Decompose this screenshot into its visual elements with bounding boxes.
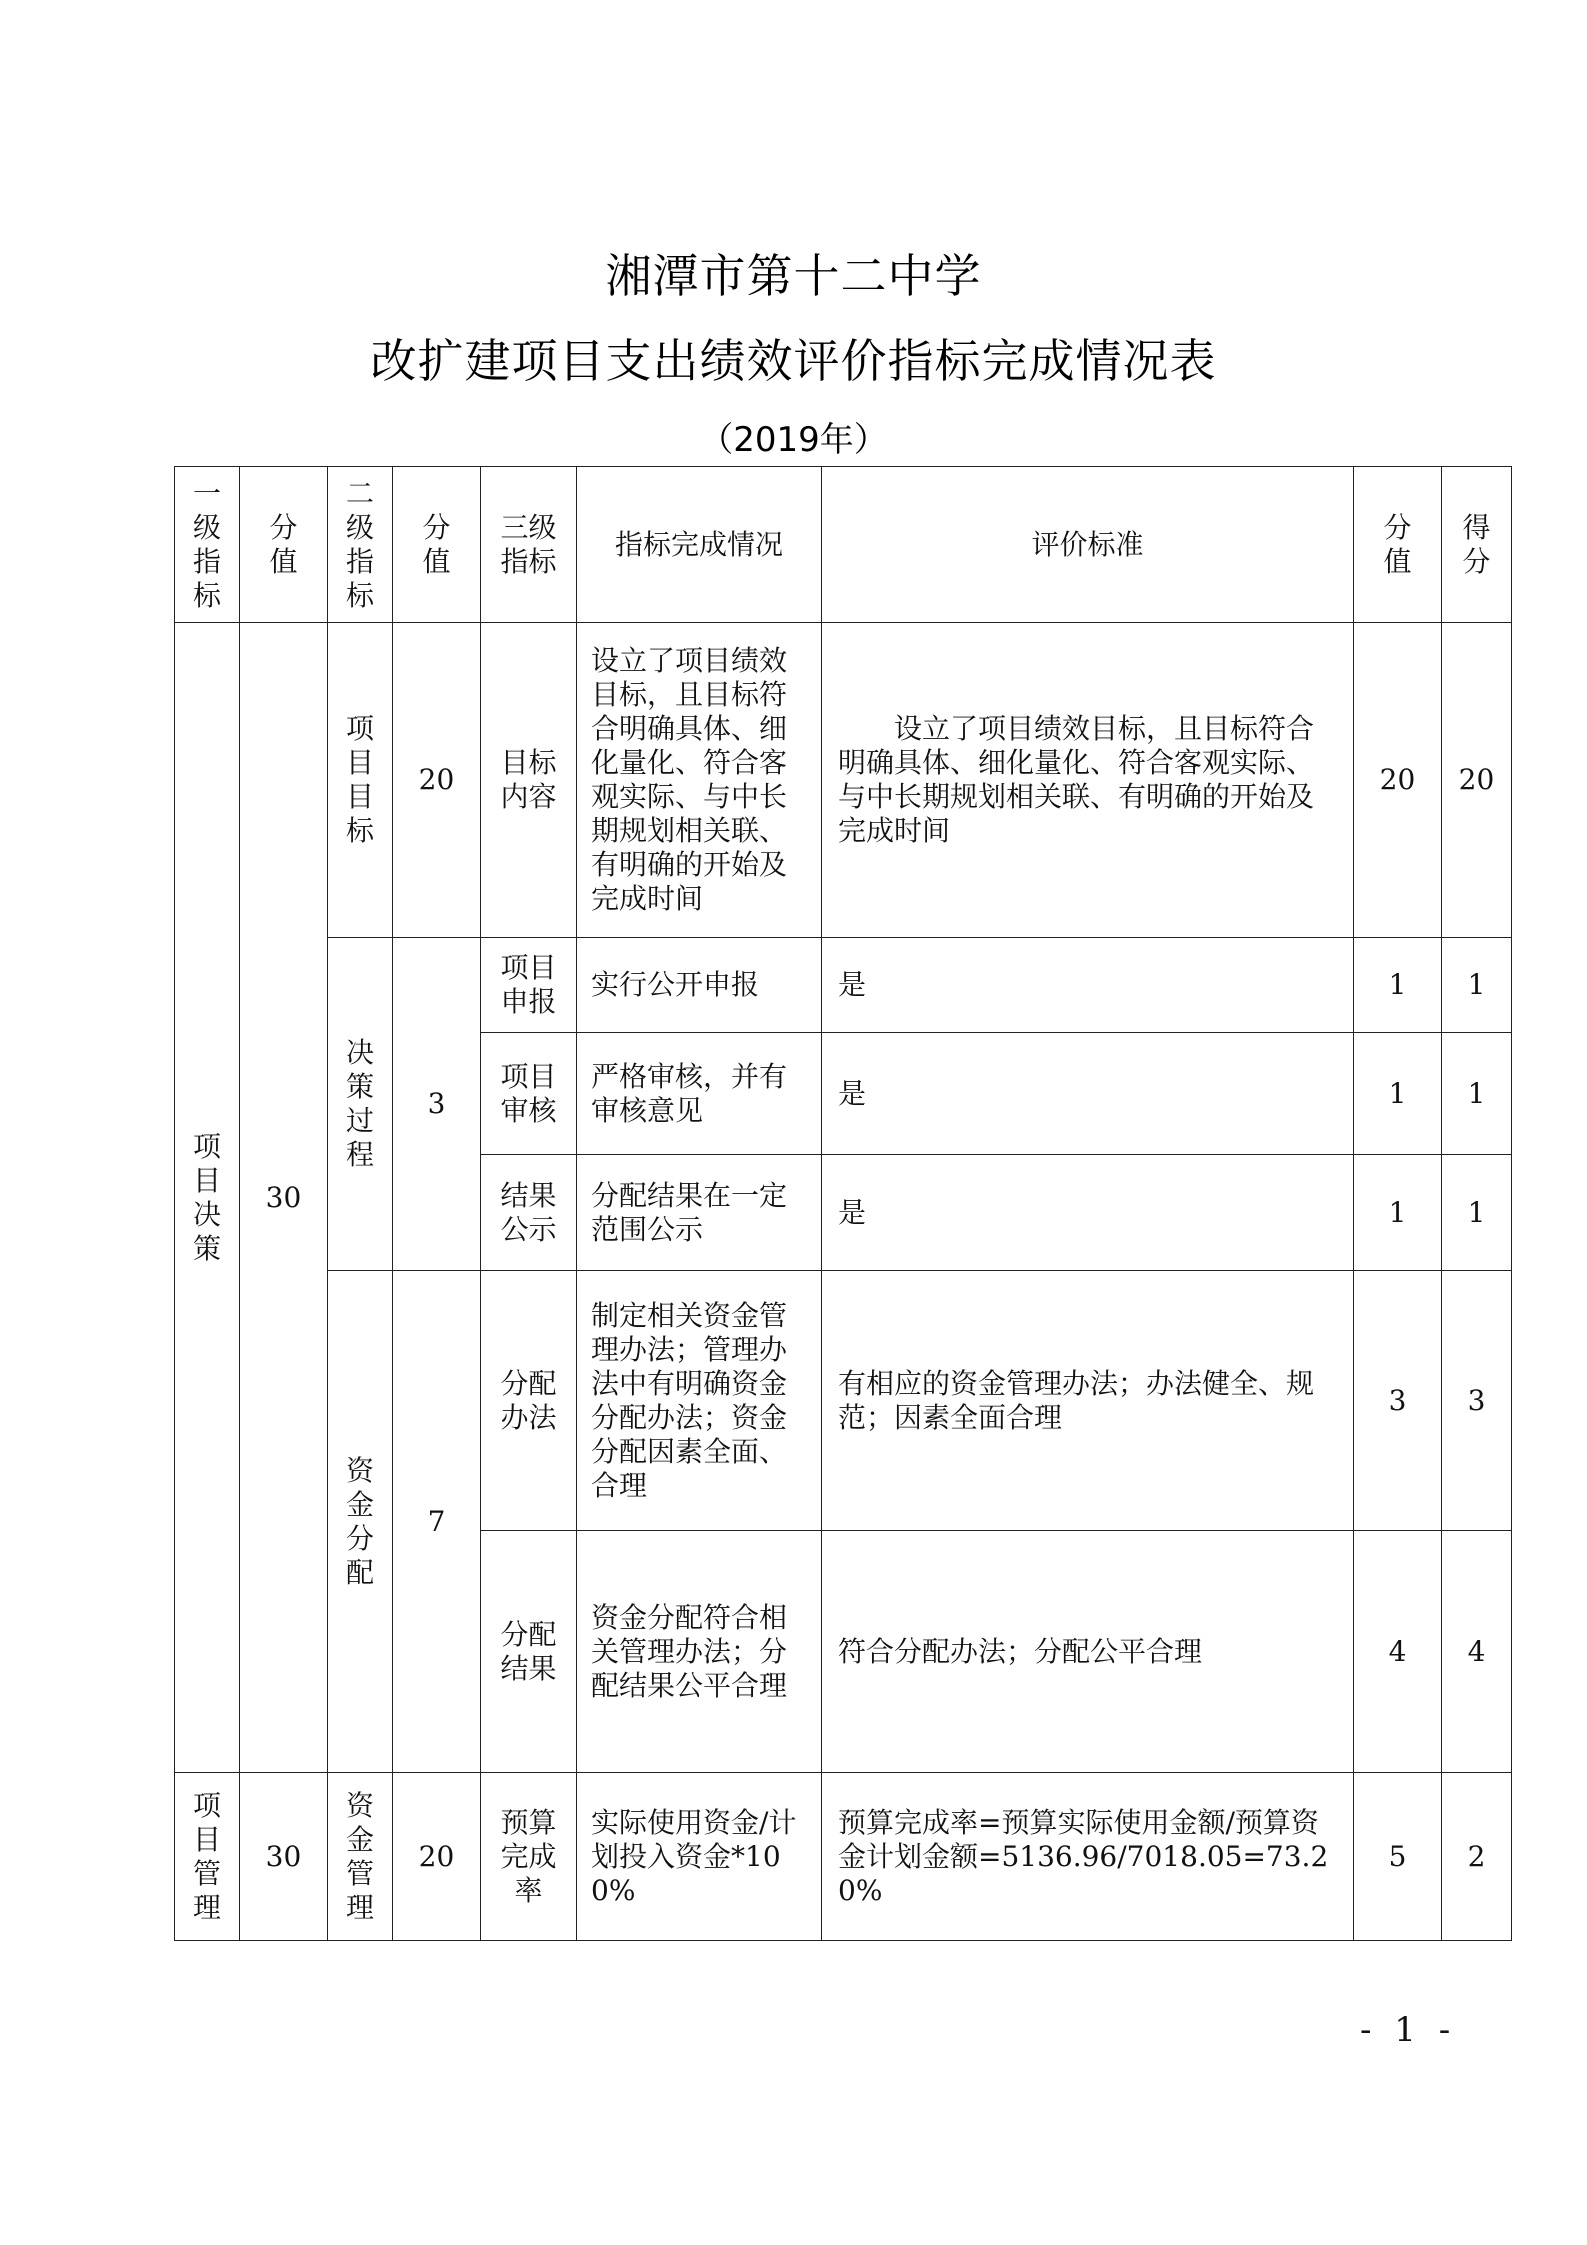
level2-cell: 项目目标 [328,623,393,938]
score2-cell: 20 [393,623,481,938]
score-cell: 1 [1354,1155,1442,1271]
got-cell: 1 [1442,938,1512,1033]
score2-cell: 20 [393,1773,481,1941]
level3-cell: 项目申报 [481,938,577,1033]
table-row [175,938,1512,1033]
header-criteria: 评价标准 [822,467,1354,623]
completion-cell: 分配结果在一定范围公示 [577,1155,822,1271]
level2-cell: 资金管理 [328,1773,393,1941]
header-score2: 分值 [393,467,481,623]
level3-cell: 预算完成率 [481,1773,577,1941]
page-number: - 1 - [1360,2010,1457,2050]
header-completion: 指标完成情况 [577,467,822,623]
criteria-cell: 是 [822,938,1354,1033]
completion-cell: 实际使用资金/计划投入资金*100% [577,1773,822,1941]
score-cell: 20 [1354,623,1442,938]
level1-cell: 项目决策 [175,623,240,1773]
indicator-table [174,466,1512,1941]
document-title: 湘潭市第十二中学 [605,249,982,303]
got-cell: 2 [1442,1773,1512,1941]
completion-cell: 设立了项目绩效目标，且目标符合明确具体、细化量化、符合客观实际、与中长期规划相关联、有明确的开始及完成时间 [577,623,822,938]
score-cell: 1 [1354,938,1442,1033]
got-cell: 1 [1442,1033,1512,1155]
table-row [175,1773,1512,1941]
level1-cell: 项目管理 [175,1773,240,1941]
header-level1: 一级指标 [175,467,240,623]
header-level3: 三级指标 [481,467,577,623]
level3-cell: 分配办法 [481,1271,577,1531]
completion-cell: 制定相关资金管理办法；管理办法中有明确资金分配办法；资金分配因素全面、合理 [577,1271,822,1531]
score2-cell: 3 [393,938,481,1271]
score-cell: 1 [1354,1033,1442,1155]
completion-cell: 实行公开申报 [577,938,822,1033]
level2-cell: 资金分配 [328,1271,393,1773]
criteria-cell: 预算完成率=预算实际使用金额/预算资金计划金额=5136.96/7018.05=73.20% [822,1773,1354,1941]
level3-cell: 项目审核 [481,1033,577,1155]
level3-cell: 目标内容 [481,623,577,938]
table-row [175,623,1512,938]
level2-cell: 决策过程 [328,938,393,1271]
level3-cell: 结果公示 [481,1155,577,1271]
got-cell: 20 [1442,623,1512,938]
criteria-cell: 符合分配办法；分配公平合理 [822,1531,1354,1773]
criteria-cell: 设立了项目绩效目标，且目标符合明确具体、细化量化、符合客观实际、与中长期规划相关联、有明确的开始及完成时间 [822,623,1354,938]
got-cell: 4 [1442,1531,1512,1773]
score2-cell: 7 [393,1271,481,1773]
score1-cell: 30 [240,1773,328,1941]
got-cell: 3 [1442,1271,1512,1531]
header-score3: 分值 [1354,467,1442,623]
level3-cell: 分配结果 [481,1531,577,1773]
header-row [175,467,1512,623]
score-cell: 3 [1354,1271,1442,1531]
completion-cell: 严格审核，并有审核意见 [577,1033,822,1155]
completion-cell: 资金分配符合相关管理办法；分配结果公平合理 [577,1531,822,1773]
criteria-cell: 有相应的资金管理办法；办法健全、规范；因素全面合理 [822,1271,1354,1531]
table-row [175,1271,1512,1531]
header-level2: 二级指标 [328,467,393,623]
score-cell: 5 [1354,1773,1442,1941]
score1-cell: 30 [240,623,328,1773]
criteria-cell: 是 [822,1033,1354,1155]
got-cell: 1 [1442,1155,1512,1271]
header-score1: 分值 [240,467,328,623]
score-cell: 4 [1354,1531,1442,1773]
criteria-cell: 是 [822,1155,1354,1271]
header-got: 得分 [1442,467,1512,623]
document-year: （2019年） [699,420,888,460]
document-subtitle: 改扩建项目支出绩效评价指标完成情况表 [370,334,1217,388]
